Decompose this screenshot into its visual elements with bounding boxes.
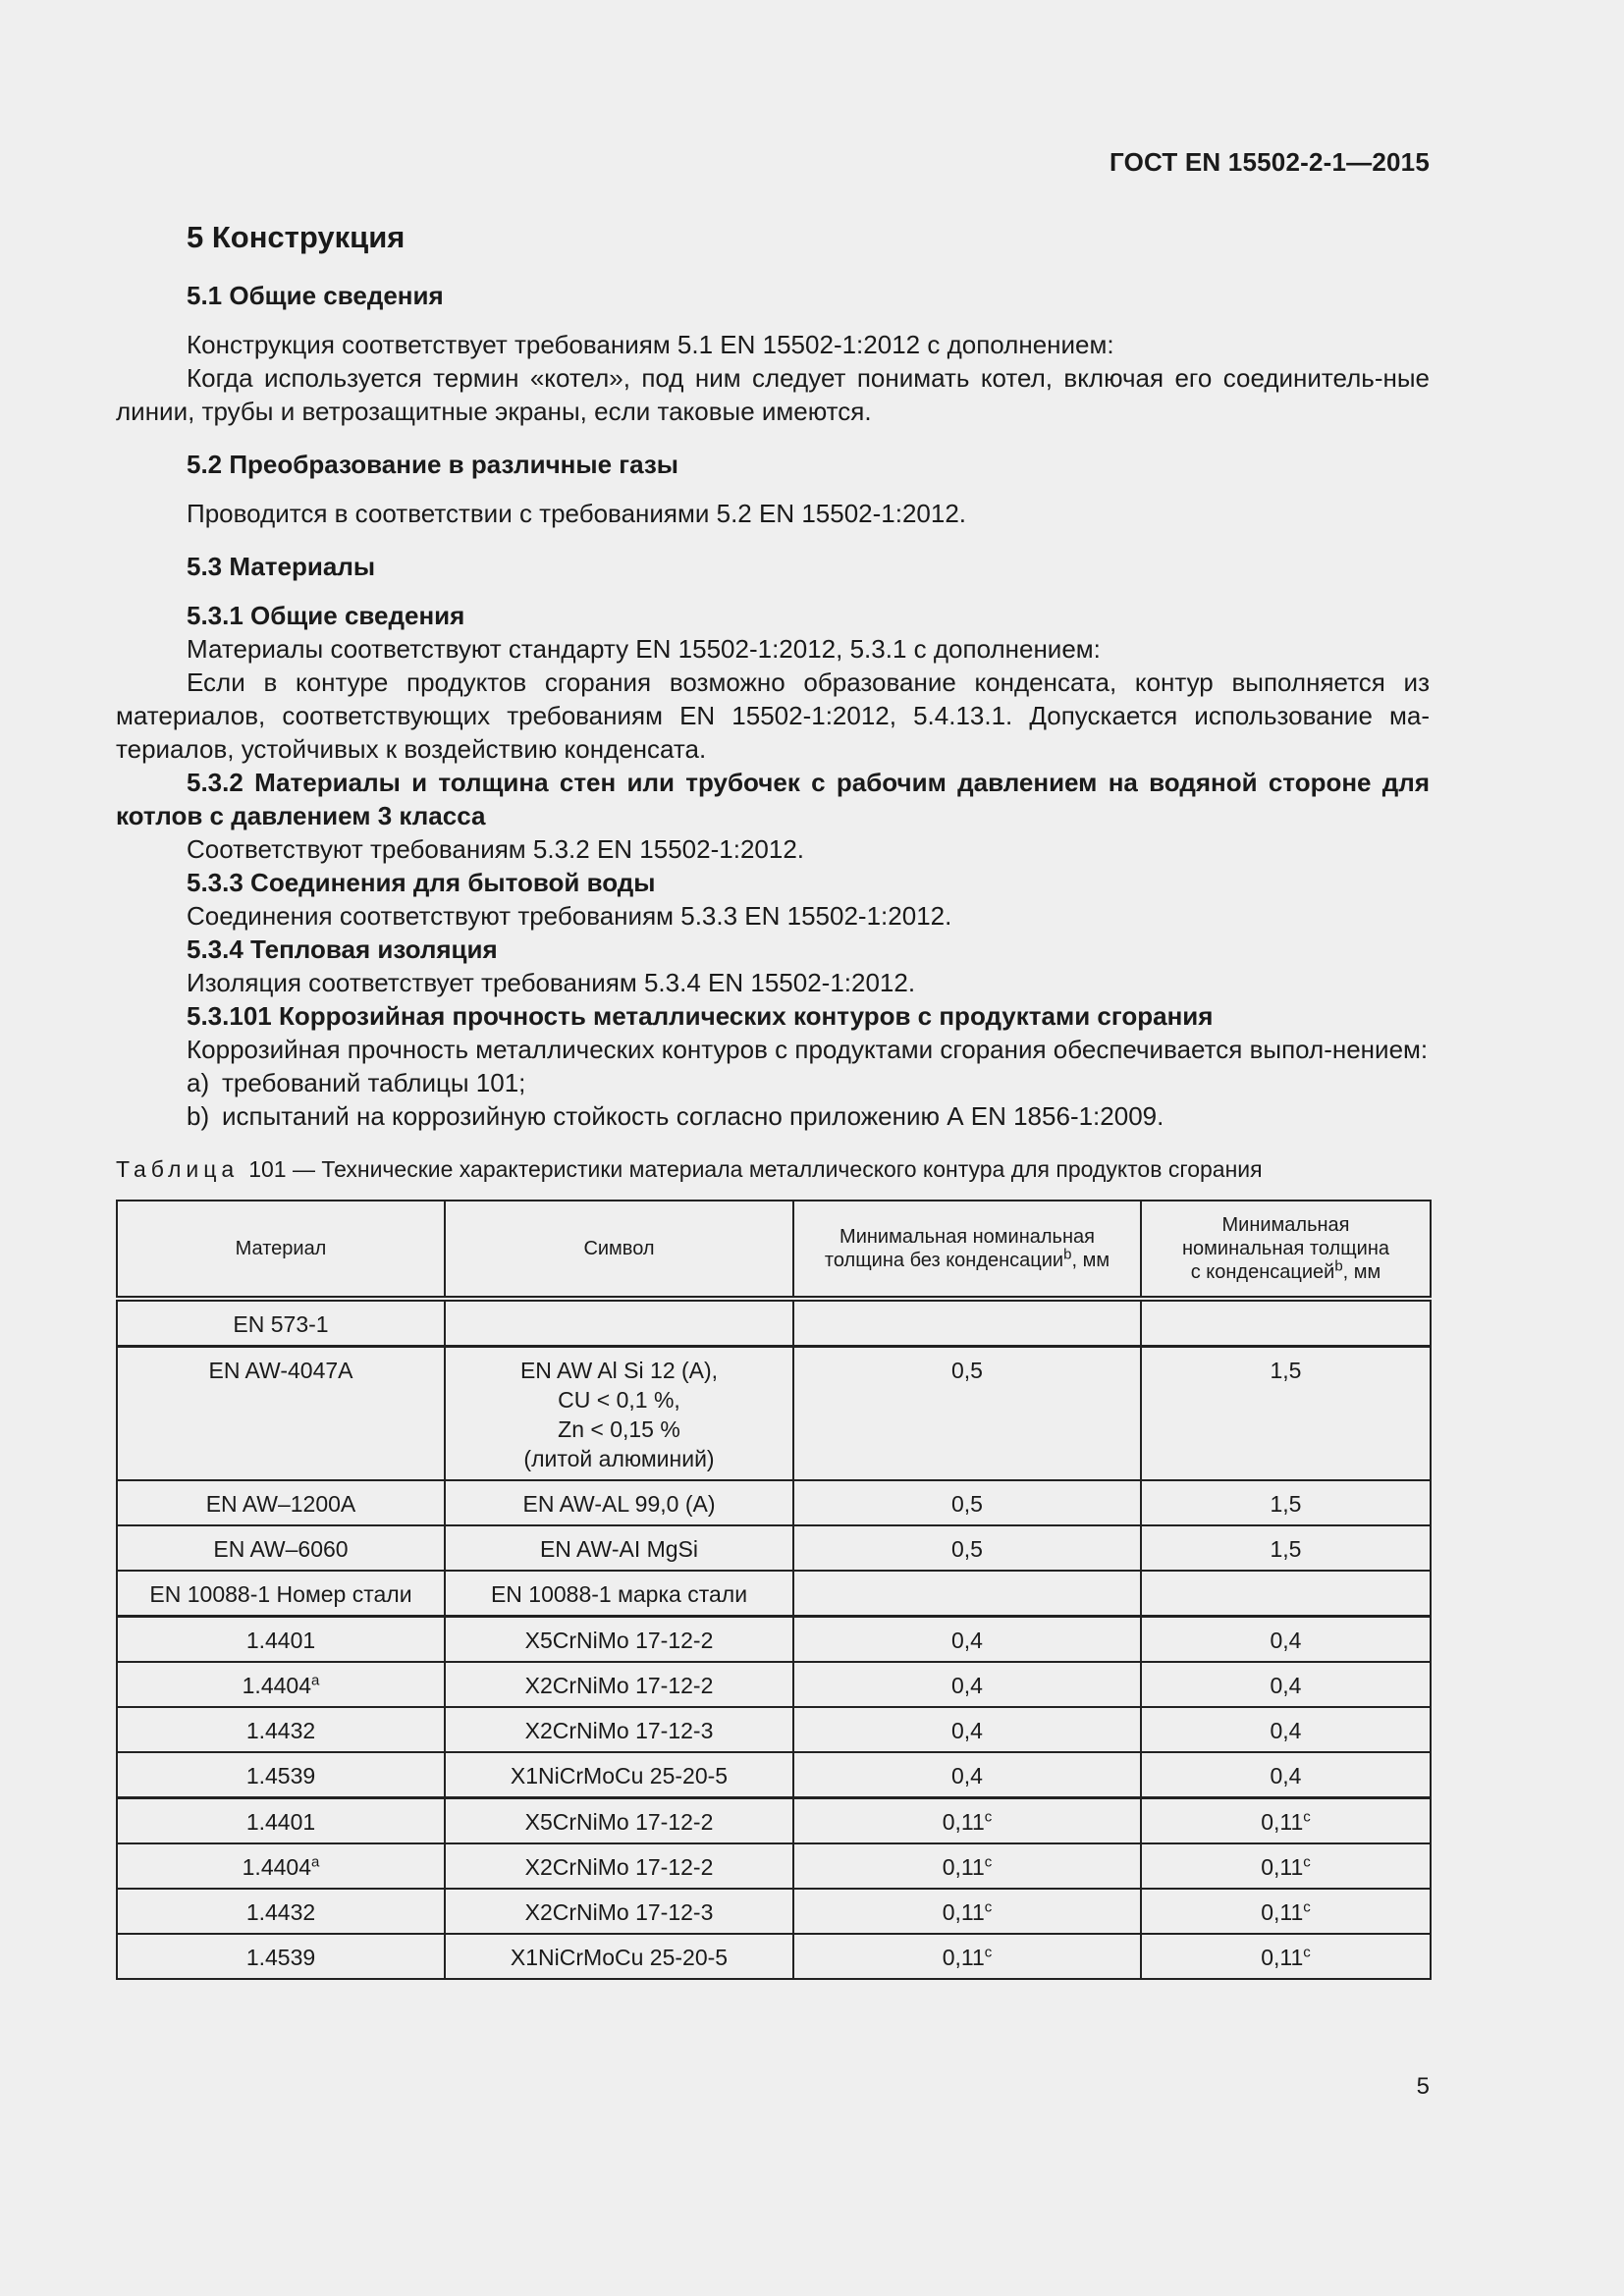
table-row (117, 1347, 1431, 1481)
cell-symbol (445, 1571, 793, 1617)
cell-symbol-line: EN 10088-1 марка стали (490, 1581, 748, 1607)
cell-symbol-line: X2CrNiMo 17-12-2 (524, 1673, 714, 1698)
cell-thickness-no-condensation (793, 1707, 1141, 1752)
list-item-text: требований таблицы 101; (222, 1068, 526, 1097)
footnote-mark: c (984, 1898, 993, 1916)
footnote-mark: b (1063, 1246, 1072, 1263)
header-line: Минимальная номинальная (839, 1226, 1095, 1248)
cell-symbol (445, 1934, 793, 1979)
table-row (117, 1617, 1431, 1663)
cell-thickness-condensation-value: 1,5 (1270, 1491, 1302, 1517)
cell-thickness-condensation (1141, 1525, 1431, 1571)
footnote-mark: a (311, 1853, 320, 1871)
cell-thickness-no-condensation (793, 1299, 1141, 1347)
section-5-3-2-title: 5.3.2 Материалы и толщина стен или трубочек с рабочим давлением на водяной стороне для котлов с давлением 3 класса (116, 768, 1430, 830)
section-5-3-4-title: 5.3.4 Тепловая изоляция (187, 934, 498, 964)
cell-thickness-no-condensation (793, 1843, 1141, 1889)
cell-symbol-line: X2CrNiMo 17-12-3 (524, 1718, 714, 1743)
footnote-mark: c (1303, 1853, 1311, 1871)
cell-thickness-condensation (1141, 1798, 1431, 1844)
table-row (117, 1889, 1431, 1934)
cell-material (117, 1480, 445, 1525)
cell-thickness-condensation-value: 0,11 (1261, 1945, 1304, 1970)
cell-symbol-line: CU < 0,1 %, (558, 1387, 680, 1413)
cell-symbol (445, 1299, 793, 1347)
cell-thickness-condensation-value: 0,4 (1270, 1628, 1302, 1653)
list-item-b (187, 1099, 1430, 1133)
table-caption (116, 1152, 1430, 1186)
table-row (117, 1798, 1431, 1844)
cell-material (117, 1662, 445, 1707)
cell-thickness-no-condensation-value: 0,11 (942, 1945, 985, 1970)
cell-material-value: EN AW–6060 (213, 1536, 349, 1562)
header-unit: , мм (1071, 1250, 1110, 1271)
cell-material-value: EN AW-4047A (208, 1358, 353, 1383)
cell-thickness-no-condensation (793, 1934, 1141, 1979)
cell-thickness-condensation-value: 1,5 (1270, 1358, 1302, 1383)
section-5-3-3-para: Соединения соответствуют требованиям 5.3.3 EN 15502-1:2012. (187, 901, 952, 931)
header-line: Минимальная (1221, 1214, 1350, 1236)
cell-thickness-no-condensation-value: 0,11 (942, 1854, 985, 1880)
list-item-text: испытаний на коррозийную стойкость согласно приложению А EN 1856-1:2009. (222, 1101, 1164, 1131)
cell-symbol (445, 1798, 793, 1844)
cell-symbol-line: EN AW-AI MgSi (539, 1536, 699, 1562)
table-row (117, 1843, 1431, 1889)
cell-thickness-no-condensation (793, 1571, 1141, 1617)
cell-thickness-no-condensation (793, 1347, 1141, 1481)
list-item-a (187, 1066, 1430, 1099)
cell-thickness-condensation-value: 0,11 (1261, 1854, 1304, 1880)
footnote-mark: c (1303, 1808, 1311, 1826)
cell-thickness-condensation (1141, 1299, 1431, 1347)
header-symbol: Символ (445, 1201, 793, 1299)
cell-thickness-no-condensation (793, 1889, 1141, 1934)
table-row (117, 1525, 1431, 1571)
cell-material-value: 1.4432 (245, 1899, 316, 1925)
footnote-mark: c (984, 1944, 993, 1961)
cell-thickness-condensation (1141, 1480, 1431, 1525)
materials-table (116, 1200, 1432, 1980)
cell-symbol-line: X2CrNiMo 17-12-2 (524, 1854, 714, 1880)
cell-material-value: EN 10088-1 Номер стали (149, 1581, 412, 1607)
cell-symbol-line: X5CrNiMo 17-12-2 (524, 1809, 714, 1835)
cell-symbol-line: Zn < 0,15 % (558, 1416, 680, 1442)
cell-thickness-no-condensation-value: 0,5 (951, 1491, 983, 1517)
cell-material (117, 1798, 445, 1844)
cell-thickness-condensation (1141, 1707, 1431, 1752)
section-5-2-title: 5.2 Преобразование в различные газы (187, 450, 678, 479)
cell-symbol (445, 1525, 793, 1571)
cell-thickness-condensation (1141, 1617, 1431, 1663)
cell-material-value: 1.4539 (245, 1945, 316, 1970)
table-row (117, 1299, 1431, 1347)
cell-thickness-condensation-value: 0,4 (1270, 1718, 1302, 1743)
cell-symbol-line: EN AW Al Si 12 (A), (519, 1358, 719, 1383)
document-code: ГОСТ EN 15502-2-1—2015 (1110, 147, 1430, 177)
cell-material-value: EN 573-1 (233, 1311, 329, 1337)
page-content (116, 218, 1430, 1980)
cell-material (117, 1299, 445, 1347)
footnote-mark: c (1303, 1944, 1311, 1961)
cell-material (117, 1707, 445, 1752)
cell-material (117, 1347, 445, 1481)
cell-symbol (445, 1843, 793, 1889)
table-body (117, 1299, 1431, 1979)
cell-symbol-line: X5CrNiMo 17-12-2 (524, 1628, 714, 1653)
header-material: Материал (117, 1201, 445, 1299)
cell-symbol-line: X2CrNiMo 17-12-3 (524, 1899, 714, 1925)
header-unit: , мм (1342, 1261, 1381, 1283)
section-5-2-para: Проводится в соответствии с требованиями 5.2 EN 15502-1:2012. (187, 499, 967, 528)
footnote-mark: c (984, 1853, 993, 1871)
cell-material-value: 1.4539 (245, 1763, 316, 1789)
footnote-mark: c (1303, 1898, 1311, 1916)
cell-material-value: 1.4401 (245, 1809, 316, 1835)
cell-thickness-no-condensation-value: 0,11 (942, 1809, 985, 1835)
cell-material (117, 1889, 445, 1934)
list-marker: b) (187, 1101, 210, 1131)
cell-thickness-no-condensation (793, 1798, 1141, 1844)
cell-material-value: EN AW–1200A (205, 1491, 356, 1517)
cell-material (117, 1617, 445, 1663)
header-line: с конденсацией (1190, 1261, 1335, 1283)
cell-material-value: 1.4404 (242, 1673, 311, 1698)
cell-thickness-no-condensation-value: 0,4 (951, 1718, 983, 1743)
cell-symbol-line: X1NiCrMoCu 25-20-5 (510, 1945, 729, 1970)
section-5-1-title: 5.1 Общие сведения (187, 281, 444, 310)
page-number: 5 (1416, 2073, 1430, 2100)
cell-thickness-no-condensation (793, 1525, 1141, 1571)
cell-symbol (445, 1347, 793, 1481)
section-5-3-2-para: Соответствуют требованиям 5.3.2 EN 15502-1:2012. (187, 834, 805, 864)
cell-thickness-no-condensation (793, 1480, 1141, 1525)
footnote-mark: c (984, 1808, 993, 1826)
section-5-3-3-title: 5.3.3 Соединения для бытовой воды (187, 868, 656, 897)
table-row (117, 1662, 1431, 1707)
cell-thickness-condensation (1141, 1889, 1431, 1934)
section-5-3-101-para: Коррозийная прочность металлических контуров с продуктами сгорания обеспечивается выпол-нением: (187, 1035, 1429, 1064)
cell-symbol (445, 1889, 793, 1934)
section-5-3-1-para-1: Материалы соответствуют стандарту EN 15502-1:2012, 5.3.1 с дополнением: (187, 634, 1101, 664)
cell-thickness-no-condensation-value: 0,4 (951, 1628, 983, 1653)
cell-thickness-no-condensation-value: 0,11 (942, 1899, 985, 1925)
cell-symbol (445, 1752, 793, 1798)
cell-thickness-condensation-value: 0,4 (1270, 1763, 1302, 1789)
header-thickness-no-condensation (793, 1201, 1141, 1299)
table-row (117, 1480, 1431, 1525)
table-caption-text: 101 — Технические характеристики материала металлического контура для продуктов сгорания (248, 1156, 1263, 1182)
footnote-mark: b (1334, 1257, 1343, 1275)
cell-thickness-condensation (1141, 1843, 1431, 1889)
cell-thickness-condensation (1141, 1934, 1431, 1979)
section-5-3-4-para: Изоляция соответствует требованиям 5.3.4 EN 15502-1:2012. (187, 968, 916, 997)
header-thickness-condensation (1141, 1201, 1431, 1299)
table-caption-label: Таблица (116, 1156, 240, 1182)
section-5-3-title: 5.3 Материалы (187, 552, 376, 581)
cell-material (117, 1571, 445, 1617)
cell-thickness-no-condensation-value: 0,4 (951, 1763, 983, 1789)
section-5-title: 5 Конструкция (187, 220, 406, 254)
cell-material (117, 1843, 445, 1889)
header-line: толщина без конденсации (824, 1250, 1064, 1271)
cell-thickness-no-condensation-value: 0,5 (951, 1358, 983, 1383)
cell-thickness-condensation (1141, 1571, 1431, 1617)
section-5-3-1-title: 5.3.1 Общие сведения (187, 601, 465, 630)
table-row (117, 1934, 1431, 1979)
table-row (117, 1707, 1431, 1752)
cell-thickness-condensation-value: 0,11 (1261, 1809, 1304, 1835)
cell-material-value: 1.4432 (245, 1718, 316, 1743)
section-5-3-101-title: 5.3.101 Коррозийная прочность металлических контуров с продуктами сгорания (187, 1001, 1214, 1031)
header-line: номинальная толщина (1182, 1238, 1389, 1259)
cell-material (117, 1752, 445, 1798)
cell-material (117, 1934, 445, 1979)
cell-thickness-condensation (1141, 1662, 1431, 1707)
cell-symbol-line: X1NiCrMoCu 25-20-5 (510, 1763, 729, 1789)
footnote-mark: a (311, 1672, 320, 1689)
cell-material-value: 1.4404 (242, 1854, 311, 1880)
cell-symbol-line: (литой алюминий) (523, 1446, 715, 1471)
cell-thickness-no-condensation (793, 1662, 1141, 1707)
cell-symbol (445, 1707, 793, 1752)
list-marker: а) (187, 1068, 210, 1097)
section-5-1-para-2: Когда используется термин «котел», под ним следует понимать котел, включая его соединитель-ные линии, трубы и ветрозащитные экраны, если таковые имеются. (116, 363, 1430, 426)
cell-thickness-no-condensation-value: 0,5 (951, 1536, 983, 1562)
table-row (117, 1571, 1431, 1617)
cell-thickness-condensation-value: 0,11 (1261, 1899, 1304, 1925)
cell-thickness-no-condensation (793, 1617, 1141, 1663)
section-5-3-1-para-2: Если в контуре продуктов сгорания возможно образование конденсата, контур выполняется из материалов, соответствующих требованиям EN 15502-1:2012, 5.4.13.1. Допускается использование ма-териалов, устойчивых к воздействию конденсата. (116, 667, 1430, 764)
cell-symbol (445, 1617, 793, 1663)
section-5-1-para-1: Конструкция соответствует требованиям 5.1 EN 15502-1:2012 с дополнением: (187, 330, 1114, 359)
cell-thickness-condensation (1141, 1752, 1431, 1798)
cell-thickness-no-condensation (793, 1752, 1141, 1798)
table-header-row (117, 1201, 1431, 1299)
cell-thickness-condensation-value: 0,4 (1270, 1673, 1302, 1698)
cell-symbol (445, 1662, 793, 1707)
cell-symbol (445, 1480, 793, 1525)
cell-material-value: 1.4401 (245, 1628, 316, 1653)
cell-thickness-condensation (1141, 1347, 1431, 1481)
cell-thickness-no-condensation-value: 0,4 (951, 1673, 983, 1698)
cell-material (117, 1525, 445, 1571)
cell-thickness-condensation-value: 1,5 (1270, 1536, 1302, 1562)
cell-symbol-line: EN AW-AL 99,0 (A) (522, 1491, 716, 1517)
table-row (117, 1752, 1431, 1798)
